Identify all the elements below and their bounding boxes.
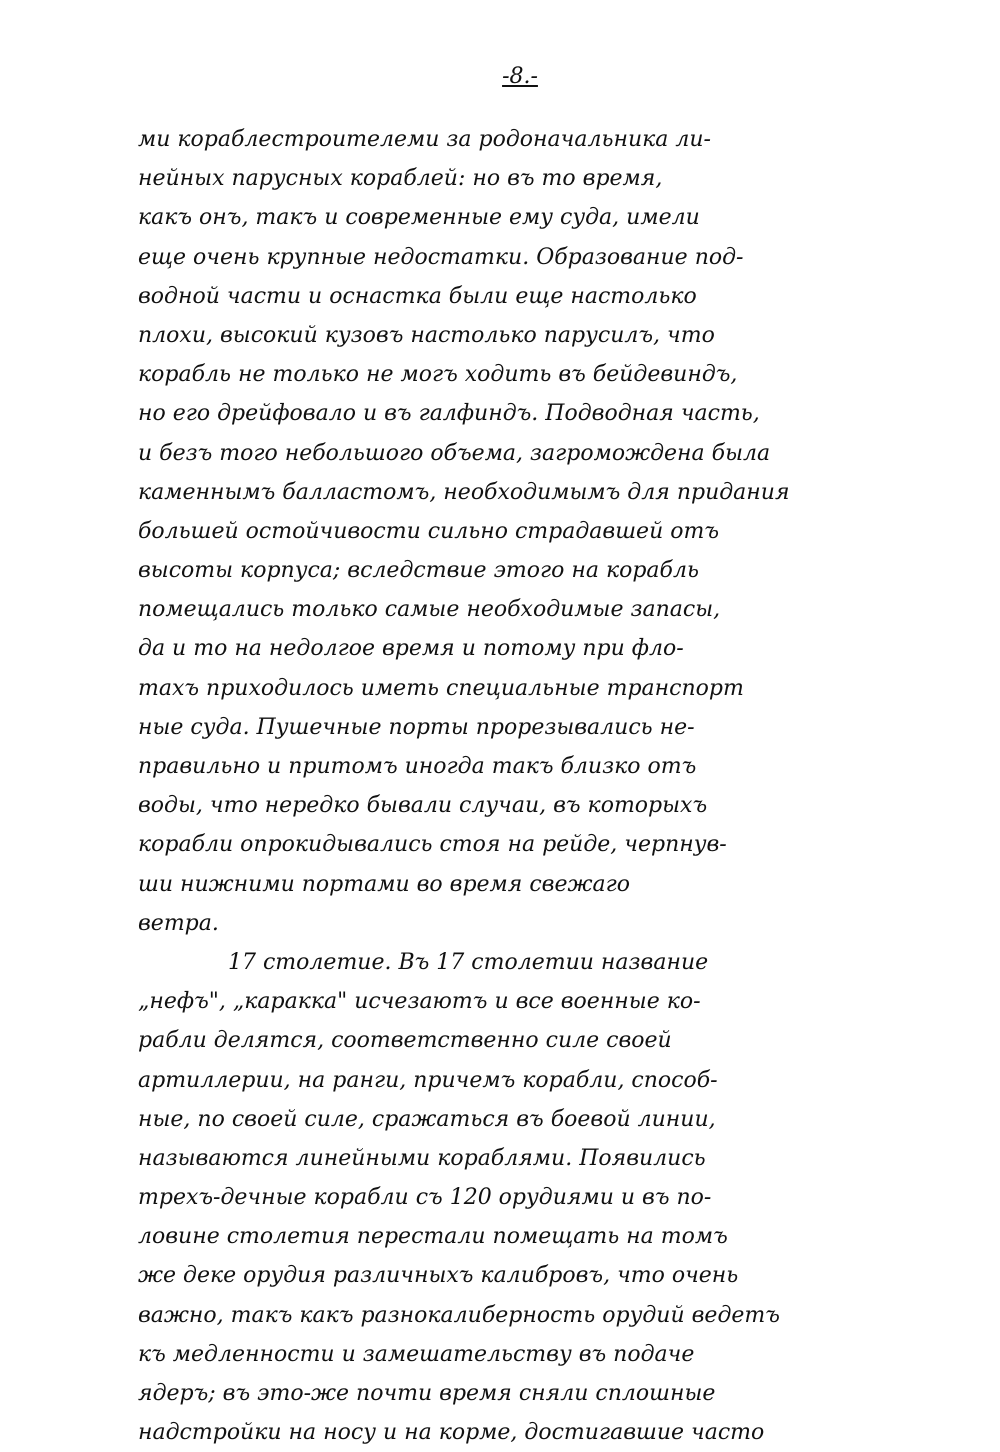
handwritten-text-block xyxy=(138,120,858,1452)
text-line: но его дрейфовало и въ галфиндъ. Подводная часть, xyxy=(138,401,760,427)
text-line: ми кораблестроителеми за родоначальника ли- xyxy=(138,127,711,152)
text-line: ные, по своей силе, сражаться въ боевой линии, xyxy=(138,1106,716,1132)
text-line: какъ онъ, такъ и современные ему суда, имели xyxy=(138,205,700,231)
text-line: плохи, высокий кузовъ настолько парусилъ, что xyxy=(138,322,715,348)
text-line: важно, такъ какъ разнокалиберность орудий ведетъ xyxy=(138,1302,780,1328)
text-line: нейных парусных кораблей: но въ то время, xyxy=(138,166,663,192)
text-line: помещались только самые необходимые запасы, xyxy=(138,597,721,623)
text-line: ядеръ; въ это-же почти время сняли сплошные xyxy=(138,1381,716,1406)
text-line: и безъ того небольшого объема, загромождена была xyxy=(138,440,771,466)
text-line: называются линейными кораблями. Появились xyxy=(138,1145,706,1171)
text-line: воды, что нередко бывали случаи, въ которыхъ xyxy=(138,793,708,819)
text-line: „нефъ", „каракка" исчезаютъ и все военные ко- xyxy=(138,989,701,1015)
text-line: водной части и оснастка были еще настолько xyxy=(138,283,697,309)
text-line: артиллерии, на ранги, причемъ корабли, способ- xyxy=(138,1067,718,1093)
text-line: трехъ-дечные корабли съ 120 орудиями и въ по- xyxy=(138,1185,712,1211)
text-line: да и то на недолгое время и потому при фло- xyxy=(138,636,684,662)
text-line: ветра. xyxy=(138,910,219,936)
text-line: ловине столетия перестали помещать на томъ xyxy=(138,1224,728,1250)
text-line: надстройки на носу и на корме, достигавшие часто xyxy=(138,1420,765,1446)
text-line: корабли опрокидывались стоя на рейде, черпнув- xyxy=(138,832,727,858)
text-line: высоты корпуса; вследствие этого на корабль xyxy=(138,558,699,584)
text-line: корабль не только не могъ ходить въ бейдевиндъ, xyxy=(138,362,738,388)
text-line: еще очень крупные недостатки. Образование под- xyxy=(138,244,744,270)
page-number: -8.- xyxy=(502,64,538,89)
text-line: правильно и притомъ иногда такъ близко отъ xyxy=(138,754,697,779)
text-line: же деке орудия различныхъ калибровъ, что очень xyxy=(138,1263,739,1289)
text-line: ные суда. Пушечные порты прорезывались не- xyxy=(138,714,695,740)
section-heading-line: 17 столетие. Въ 17 столетии название xyxy=(228,949,709,975)
text-line: рабли делятся, соответственно силе своей xyxy=(138,1028,672,1054)
text-line: каменнымъ балластомъ, необходимымъ для придания xyxy=(138,479,790,505)
text-line: къ медленности и замешательству въ подаче xyxy=(138,1341,695,1367)
text-line: большей остойчивости сильно страдавшей отъ xyxy=(138,518,720,544)
text-line: тахъ приходилось иметь специальные транспорт xyxy=(138,675,744,701)
text-line: ши нижними портами во время свежаго xyxy=(138,871,630,897)
